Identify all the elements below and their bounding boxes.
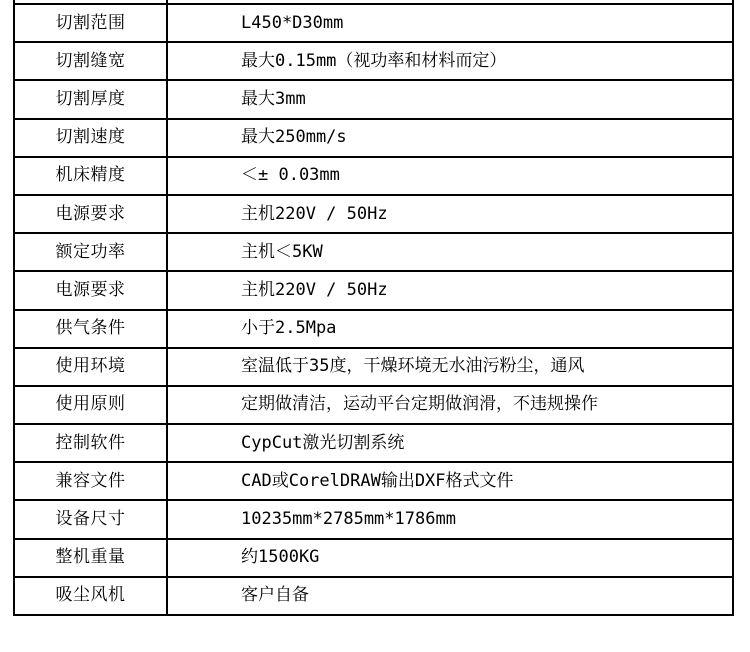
spec-row [14,310,733,348]
spec-value: 最大3mm [167,80,733,118]
spec-label: 切割厚度 [14,80,167,118]
spec-label: 供气条件 [14,310,167,348]
spec-label: 设备尺寸 [14,500,167,538]
spec-label: 额定功率 [14,233,167,271]
spec-label: 电源要求 [14,195,167,233]
spec-label: 机床精度 [14,157,167,195]
spec-row [14,157,733,195]
spec-label: 切割范围 [14,4,167,42]
spec-label: 切割速度 [14,119,167,157]
spec-value: CypCut激光切割系统 [167,424,733,462]
spec-value: ＜± 0.03mm [167,157,733,195]
spec-label: 整机重量 [14,539,167,577]
spec-value: 10235mm*2785mm*1786mm [167,500,733,538]
spec-row [14,42,733,80]
spec-value: 室温低于35度，干燥环境无水油污粉尘，通风 [167,348,733,386]
spec-label: 电源要求 [14,271,167,309]
spec-row [14,271,733,309]
spec-value: 客户自备 [167,577,733,615]
spec-row [14,577,733,615]
spec-label: 使用环境 [14,348,167,386]
spec-value: L450*D30mm [167,4,733,42]
spec-row [14,4,733,42]
spec-row [14,233,733,271]
spec-value: 主机＜5KW [167,233,733,271]
spec-row [14,119,733,157]
spec-value: 约1500KG [167,539,733,577]
spec-row [14,386,733,424]
spec-value: 小于2.5Mpa [167,310,733,348]
spec-value: 定期做清洁，运动平台定期做润滑，不违规操作 [167,386,733,424]
spec-table [13,0,734,616]
spec-row [14,80,733,118]
spec-value: 最大250mm/s [167,119,733,157]
spec-row [14,462,733,500]
spec-row [14,348,733,386]
spec-value: CAD或CorelDRAW输出DXF格式文件 [167,462,733,500]
spec-label: 使用原则 [14,386,167,424]
spec-row [14,539,733,577]
spec-row [14,500,733,538]
spec-value: 最大0.15mm（视功率和材料而定） [167,42,733,80]
spec-row [14,424,733,462]
spec-table-body [14,0,733,615]
spec-row [14,195,733,233]
spec-label: 兼容文件 [14,462,167,500]
spec-label: 吸尘风机 [14,577,167,615]
spec-label: 控制软件 [14,424,167,462]
spec-value: 主机220V / 50Hz [167,195,733,233]
spec-label: 切割缝宽 [14,42,167,80]
spec-value: 主机220V / 50Hz [167,271,733,309]
